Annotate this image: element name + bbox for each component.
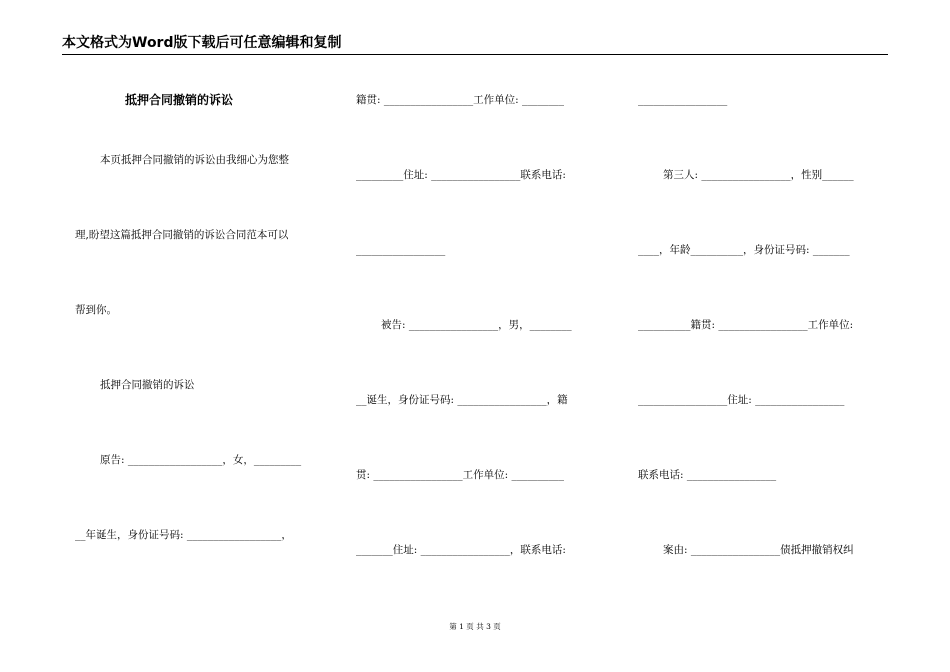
text-line: __诞生，身份证号码: _________________，籍 bbox=[356, 394, 568, 406]
text-line: ____，年龄__________，身份证号码: _______ bbox=[638, 244, 850, 256]
text-line: 帮到你。 bbox=[75, 304, 117, 316]
text-line: _________________ bbox=[356, 244, 446, 256]
text-line: _________________ bbox=[638, 94, 728, 106]
header-note: 本文格式为Word版下载后可任意编辑和复制 bbox=[62, 35, 342, 51]
text-line: 原告: __________________，女，_________ bbox=[100, 454, 302, 466]
text-line: __年诞生，身份证号码: __________________， bbox=[75, 529, 292, 541]
text-line: _______住址: _________________，联系电话: bbox=[356, 544, 566, 556]
text-line: 被告: _________________，男，________ bbox=[381, 319, 572, 331]
text-line: 籍贯: _________________工作单位: ________ bbox=[356, 94, 565, 106]
text-line: _________________住址: _________________ bbox=[638, 394, 845, 406]
text-line: 本页抵押合同撤销的诉讼由我细心为您整 bbox=[100, 154, 289, 166]
text-line: _________住址: _________________联系电话: bbox=[356, 169, 566, 181]
section-heading: 抵押合同撤销的诉讼 bbox=[100, 379, 195, 391]
text-line: 理,盼望这篇抵押合同撤销的诉讼合同范本可以 bbox=[75, 229, 289, 241]
text-column-1 bbox=[75, 0, 325, 600]
text-line: 第三人: _________________，性别______ bbox=[663, 169, 854, 181]
text-column-2 bbox=[356, 0, 606, 600]
text-line: 联系电话: _________________ bbox=[638, 469, 777, 481]
text-line: 案由: _________________债抵押撤销权纠 bbox=[663, 544, 854, 556]
text-column-3 bbox=[638, 0, 890, 600]
text-line: 贯: _________________工作单位: __________ bbox=[356, 469, 565, 481]
page-number: 第 1 页 共 3 页 bbox=[449, 622, 501, 631]
text-line: __________籍贯: _________________工作单位: bbox=[638, 319, 854, 331]
document-title: 抵押合同撤销的诉讼 bbox=[125, 93, 234, 107]
